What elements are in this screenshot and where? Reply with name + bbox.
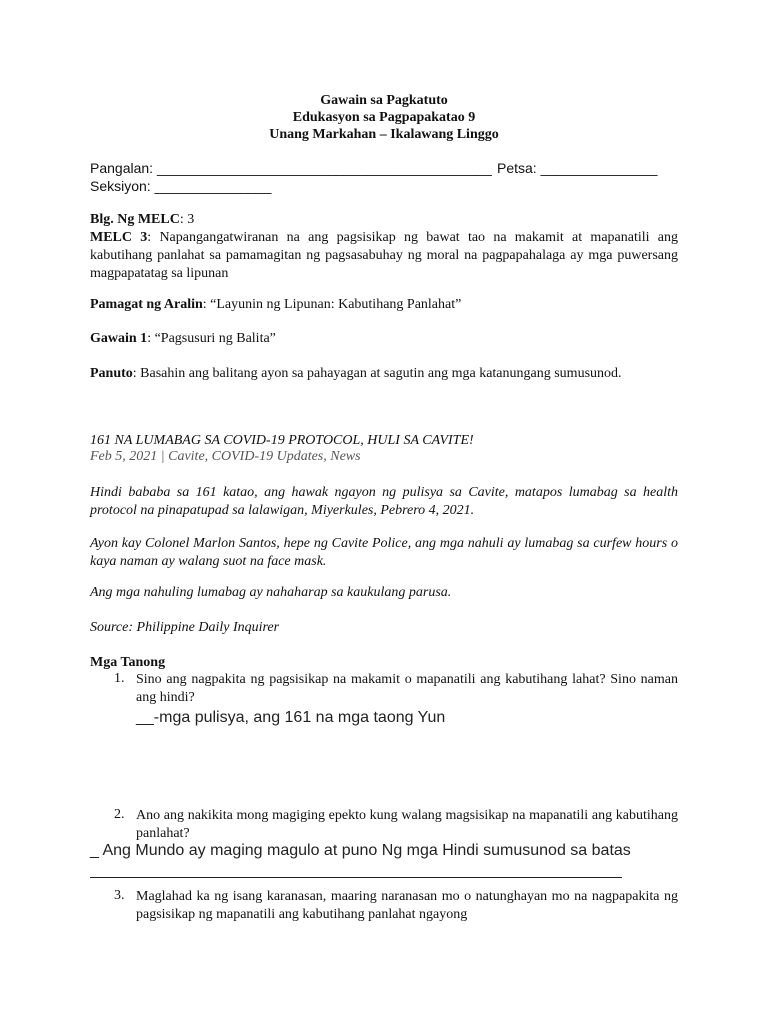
question-2-text: Ano ang nakikita mong magiging epekto kung walang magsisikap na mapanatili ang kabutihang panlahat? [136, 808, 678, 841]
news-source: Source: Philippine Daily Inquirer [90, 620, 280, 635]
subject-title: Edukasyon sa Pagpapakatao 9 [292, 110, 476, 125]
date-field: Petsa: _______________ [497, 160, 658, 176]
melc-number [90, 212, 194, 228]
question-1-answer: __-mga pulisya, ang 161 na mga taong Yun [136, 709, 446, 726]
question-1-text: Sino ang nagpakita ng pagsisikap na makamit o mapanatili ang kabutihang lahat? Sino naman ang hindi? [136, 672, 678, 705]
questions-heading: Mga Tanong [90, 655, 166, 670]
news-paragraph-2: Ayon kay Colonel Marlon Santos, hepe ng Cavite Police, ang mga nahuli ay lumabag sa curfew hours o kaya naman ay walang suot na face mask. [90, 536, 678, 569]
melc-description [90, 229, 678, 283]
lesson-title [90, 297, 461, 313]
melc-label: MELC 3 [90, 230, 148, 245]
question-1-number: 1. [114, 671, 125, 686]
question-3-number: 3. [114, 888, 125, 903]
section-field: Seksiyon: _______________ [90, 178, 272, 194]
lesson-title-label: Pamagat ng Aralin [90, 297, 203, 312]
name-field: Pangalan: ___________________________________________ [90, 160, 492, 176]
question-2-answer: _ Ang Mundo ay maging magulo at puno Ng mga Hindi sumusunod sa batas [90, 842, 631, 859]
news-paragraph-1: Hindi bababa sa 161 katao, ang hawak ngayon ng pulisya sa Cavite, matapos lumabag sa health protocol na pinapatupad sa lalawigan, Miyerkules, Pebrero 4, 2021. [90, 485, 678, 518]
question-3-text: Maglahad ka ng isang karanasan, maaring naranasan mo o natunghayan mo na nagpapakita ng pagsisikap ng mapanatili ang kabutihang panlahat ngayong [136, 889, 678, 922]
news-paragraph-3: Ang mga nahuling lumabag ay nahaharap sa kaukulang parusa. [90, 585, 452, 600]
worksheet-title: Gawain sa Pagkatuto [320, 93, 448, 108]
melc-text: : Napangangatwiranan na ang pagsisikap ng bawat tao na makamit at mapanatili ang kabutihang panlahat sa pamamagitan ng pagsasabuhay ng moral na pagpapahalaga ay mga puwersang magpapatatag sa lipunan [90, 230, 679, 281]
activity-label: Gawain 1 [90, 331, 148, 346]
instructions-text: : Basahin ang balitang ayon sa pahayagan at sagutin ang mga katanungang sumusunod. [132, 366, 622, 381]
news-meta: Feb 5, 2021 | Cavite, COVID-19 Updates, News [90, 449, 361, 464]
answer-line [90, 877, 622, 878]
lesson-title-value: : “Layunin ng Lipunan: Kabutihang Panlahat” [202, 297, 462, 312]
melc-number-label: Blg. Ng MELC [90, 212, 180, 227]
activity-value: : “Pagsusuri ng Balita” [147, 331, 276, 346]
quarter-week-title: Unang Markahan – Ikalawang Linggo [269, 127, 499, 142]
instructions [90, 365, 678, 383]
instructions-label: Panuto [90, 366, 133, 381]
question-2-number: 2. [114, 807, 125, 822]
activity-title [90, 331, 276, 347]
melc-number-value: : 3 [179, 212, 195, 227]
news-headline: 161 NA LUMABAG SA COVID-19 PROTOCOL, HULI SA CAVITE! [90, 433, 474, 448]
